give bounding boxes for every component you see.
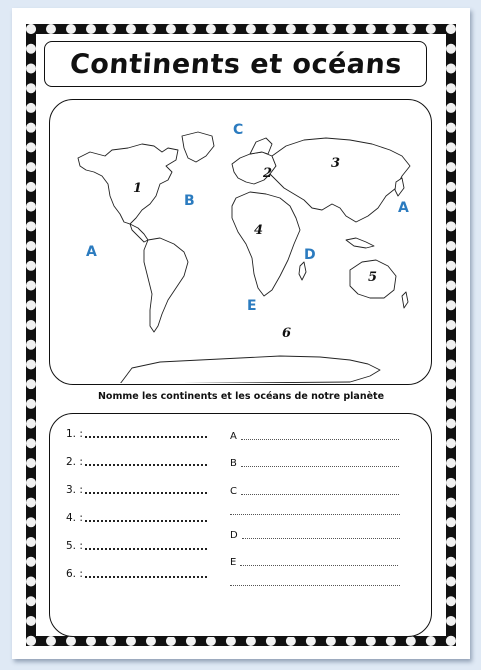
antarctica-shape	[120, 356, 380, 383]
continent-number-5: 5	[368, 270, 378, 285]
ocean-answer-row[interactable]	[230, 530, 400, 541]
world-map-box	[49, 99, 432, 385]
ocean-answer-row[interactable]	[230, 557, 398, 568]
continent-answer-label: 3. :	[66, 484, 83, 496]
continent-answer-row[interactable]	[66, 512, 207, 524]
continent-answer-label: 2. :	[66, 456, 83, 468]
north-america-shape	[78, 144, 178, 224]
worksheet-page	[12, 8, 470, 659]
title-box	[44, 41, 427, 87]
ocean-letter-e: E	[247, 298, 257, 314]
decorative-border	[26, 24, 456, 646]
continent-answer-line[interactable]	[85, 492, 207, 494]
ocean-answer-label: E	[230, 557, 237, 568]
ocean-answer-line[interactable]	[242, 538, 400, 539]
instruction-text: Nomme les continents et les océans de notre planète	[97, 391, 385, 402]
continent-number-2: 2	[263, 166, 273, 181]
world-map	[50, 100, 430, 383]
scandinavia-shape	[250, 138, 272, 154]
ocean-answer-line[interactable]	[241, 466, 399, 467]
continent-answer-row[interactable]	[66, 540, 207, 552]
page-title: Continents et océans	[68, 48, 403, 80]
new-zealand-shape	[402, 292, 408, 308]
continent-answer-row[interactable]	[66, 568, 207, 580]
continent-number-1: 1	[133, 181, 143, 196]
ocean-answer-row[interactable]	[230, 486, 399, 497]
continent-number-3: 3	[331, 156, 341, 171]
africa-shape	[232, 192, 300, 296]
ocean-answer-label: C	[230, 486, 237, 497]
central-america-shape	[130, 224, 148, 242]
ocean-letter-a-right: A	[398, 200, 409, 216]
continent-number-4: 4	[254, 223, 264, 238]
continent-answer-line[interactable]	[85, 520, 207, 522]
ocean-answer-row[interactable]	[230, 431, 399, 442]
continent-answer-line[interactable]	[85, 464, 207, 466]
ocean-answer-label: A	[230, 431, 237, 442]
continent-answer-label: 1. :	[66, 428, 83, 440]
ocean-answer-row[interactable]	[230, 458, 399, 469]
continent-answer-label: 5. :	[66, 540, 83, 552]
continent-answer-row[interactable]	[66, 428, 207, 440]
ocean-letter-b: B	[184, 193, 195, 209]
ocean-extra-line[interactable]	[230, 514, 400, 515]
madagascar-shape	[299, 262, 306, 280]
ocean-answer-line[interactable]	[240, 565, 398, 566]
continent-answer-row[interactable]	[66, 484, 207, 496]
answers-box	[49, 413, 432, 637]
ocean-answer-label: B	[230, 458, 237, 469]
ocean-answer-label: D	[230, 530, 238, 541]
ocean-answer-line[interactable]	[241, 439, 399, 440]
continent-answer-line[interactable]	[85, 576, 207, 578]
continent-answer-label: 6. :	[66, 568, 83, 580]
indonesia-shape	[346, 238, 374, 248]
ocean-letter-a-left: A	[86, 244, 97, 260]
continent-answer-line[interactable]	[85, 548, 207, 550]
ocean-extra-line[interactable]	[230, 585, 400, 586]
ocean-answer-line[interactable]	[241, 494, 399, 495]
greenland-shape	[182, 132, 214, 162]
south-america-shape	[144, 238, 188, 332]
continent-number-6: 6	[282, 326, 292, 341]
continent-answer-line[interactable]	[85, 436, 207, 438]
continent-answer-label: 4. :	[66, 512, 83, 524]
continent-answer-row[interactable]	[66, 456, 207, 468]
ocean-letter-d: D	[304, 247, 316, 263]
ocean-letter-c: C	[233, 122, 244, 138]
